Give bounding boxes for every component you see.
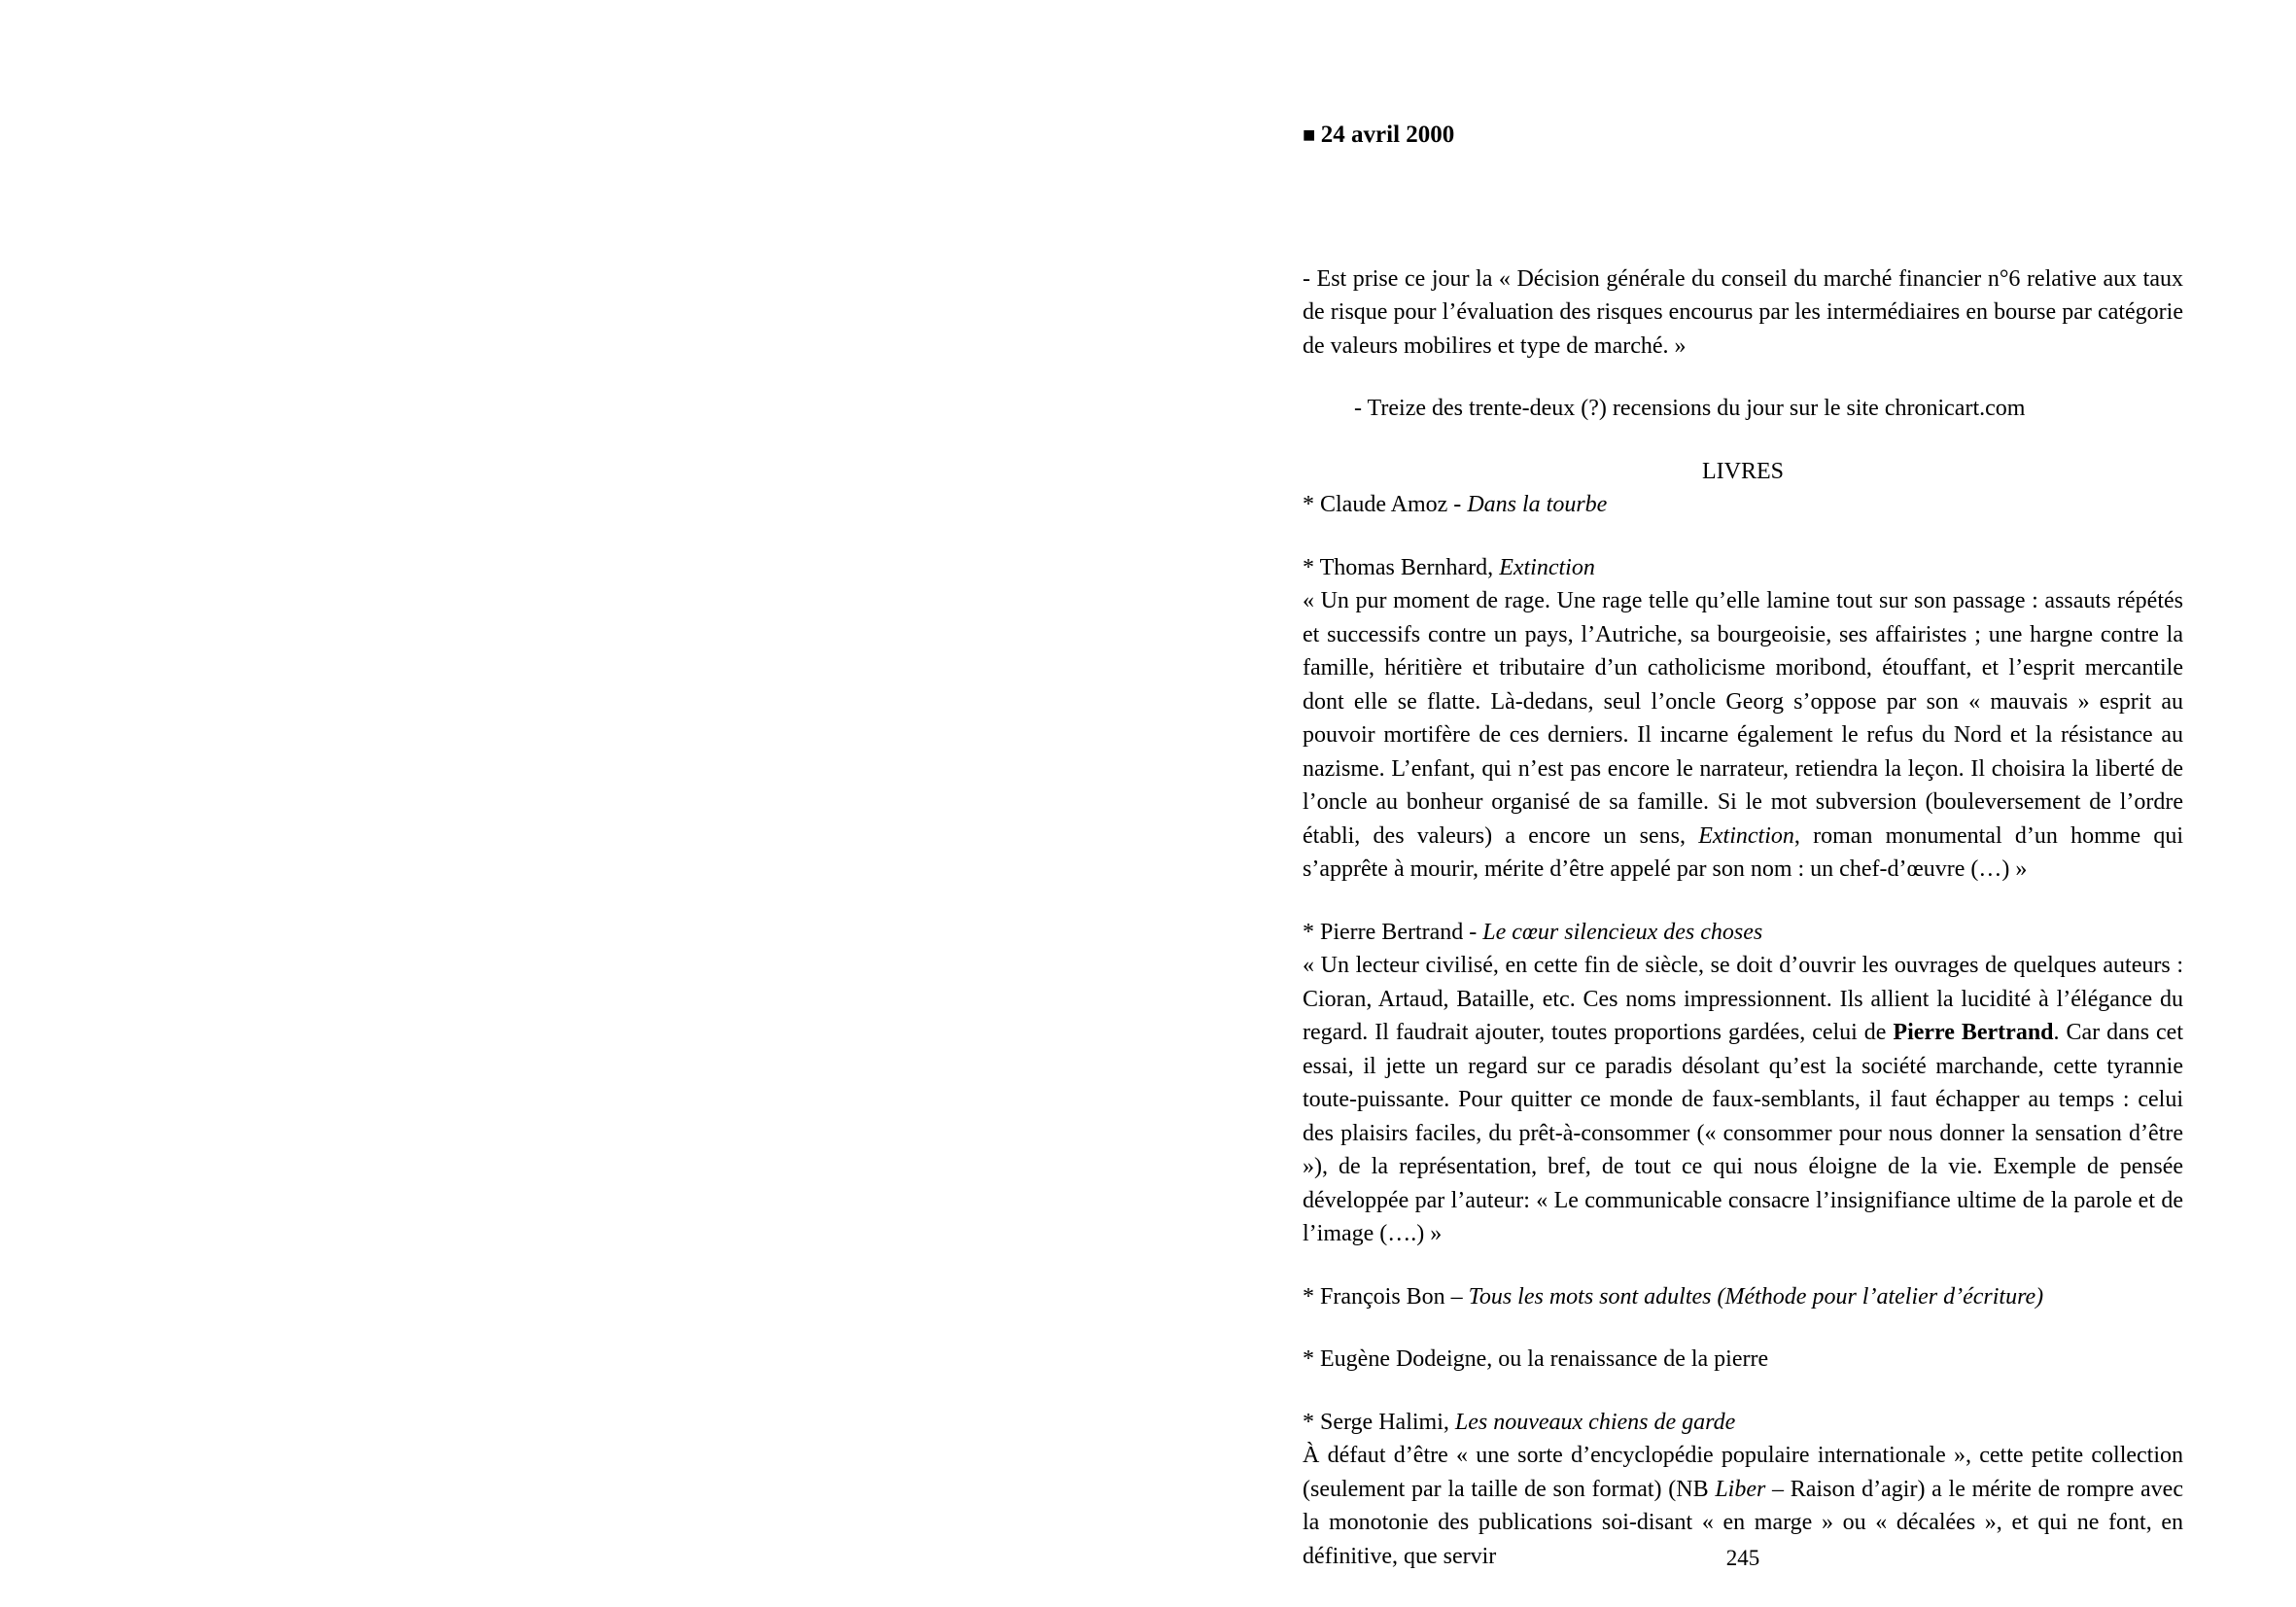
book-item-claude-amoz <box>1303 488 2183 522</box>
text-segment: ■ <box>1303 122 1321 147</box>
text-segment: * Eugène Dodeigne, ou la renaissance de la pierre <box>1303 1346 1769 1372</box>
book-item-serge-halimi <box>1303 1406 2183 1440</box>
document-content <box>1303 119 2183 1573</box>
text-segment: « Un lecteur civilisé, en cette fin de siècle, se doit d’ouvrir les ouvrages de quelques auteurs : Cioran, Artaud, Bataille, etc. Ces noms impressionnent. Ils allient la lucidité à l’élégance du regard. Il faudrait ajouter, toutes proportions gardées, celui de <box>1303 953 2183 1045</box>
paragraph-decision-marche-financier <box>1303 262 2183 364</box>
text-segment: . Car dans cet essai, il jette un regard sur ce paradis désolant qu’est la société marchande, cette tyrannie toute-puissante. Pour quitter ce monde de faux-semblants, il faut échapper au temps : celui des plaisirs faciles, du prêt-à-consommer (« consommer pour nous donner la sensation d’être »), de la représentation, bref, de tout ce qui nous éloigne de la vie. Exemple de pensée développée par l’auteur: « Le communicable consacre l’insignifiance ultime de la parole et de l’image (….) » <box>1303 1020 2183 1246</box>
text-segment: À défaut d’être « une sorte d’encyclopédie populaire internationale », cette petite collection (seulement par la taille de son format) (NB <box>1303 1443 2183 1502</box>
text-segment: Le cœur silencieux des choses <box>1482 919 1763 945</box>
paragraph-recensions-chronicart <box>1303 392 2183 426</box>
text-segment: Extinction <box>1499 554 1595 580</box>
page-number: 245 <box>1725 1546 1760 1570</box>
text-segment: * François Bon – <box>1303 1283 1469 1310</box>
text-segment: LIVRES <box>1702 458 1784 484</box>
section-heading-livres <box>1303 455 2183 489</box>
text-segment: Les nouveaux chiens de garde <box>1454 1409 1736 1435</box>
text-segment: 24 avril 2000 <box>1320 122 1455 148</box>
text-segment: , roman monumental d’un homme qui s’apprête à mourir, mérite d’être appelé par son nom : un chef-d’œuvre (…) » <box>1303 822 2184 882</box>
book-item-thomas-bernhard <box>1303 551 2183 585</box>
paragraph-bertrand-review <box>1303 949 2183 1251</box>
text-segment: - Treize des trente-deux (?) recensions du jour sur le site chronicart.com <box>1354 396 2026 421</box>
text-segment: * Pierre Bertrand - <box>1303 919 1483 945</box>
book-item-pierre-bertrand <box>1303 916 2183 950</box>
text-column <box>1303 119 2183 1573</box>
text-segment: * Thomas Bernhard, <box>1303 554 1500 580</box>
text-segment: Extinction <box>1698 822 1794 849</box>
text-segment: « Un pur moment de rage. Une rage telle qu’elle lamine tout sur son passage : assauts répétés et successifs contre un pays, l’Autriche, sa bourgeoisie, ses affairistes ; une hargne contre la famille, héritière et tributaire d’un catholicisme moribond, étouffant, et l’esprit mercantile dont elle se flatte. Là-dedans, seul l’oncle Georg s’oppose par son « mauvais » esprit au pouvoir mortifère de ces derniers. Il incarne également le refus du Nord et la résistance au nazisme. L’enfant, qui n’est pas encore le narrateur, retiendra la leçon. Il choisira la liberté de l’oncle au bonheur organisé de sa famille. Si le mot subversion (bouleversement de l’ordre établi, des valeurs) a encore un sens, <box>1303 588 2183 849</box>
text-segment: * Serge Halimi, <box>1303 1409 1455 1435</box>
text-segment: – Raison d’agir) a le mérite de rompre avec la monotonie des publications soi-disant « en marge » ou « décalées », et qui ne font, en définitive, que servir <box>1303 1476 2183 1569</box>
book-item-francois-bon <box>1303 1280 2183 1314</box>
paragraph-bernhard-review <box>1303 584 2183 887</box>
text-segment: * Claude Amoz - <box>1303 492 1468 517</box>
text-segment: - Est prise ce jour la « Décision générale du conseil du marché financier n°6 relative aux taux de risque pour l’évaluation des risques encourus par les intermédiaires en bourse par catégorie de valeurs mobilires et type de marché. » <box>1303 265 2183 359</box>
text-segment: Dans la tourbe <box>1467 492 1608 517</box>
book-item-eugene-dodeigne <box>1303 1343 2183 1377</box>
entry-date-heading <box>1303 119 2183 153</box>
text-segment: Pierre Bertrand <box>1893 1020 2054 1045</box>
text-segment: Tous les mots sont adultes (Méthode pour l’atelier d’écriture) <box>1468 1283 2044 1310</box>
text-segment: Liber <box>1715 1476 1766 1502</box>
